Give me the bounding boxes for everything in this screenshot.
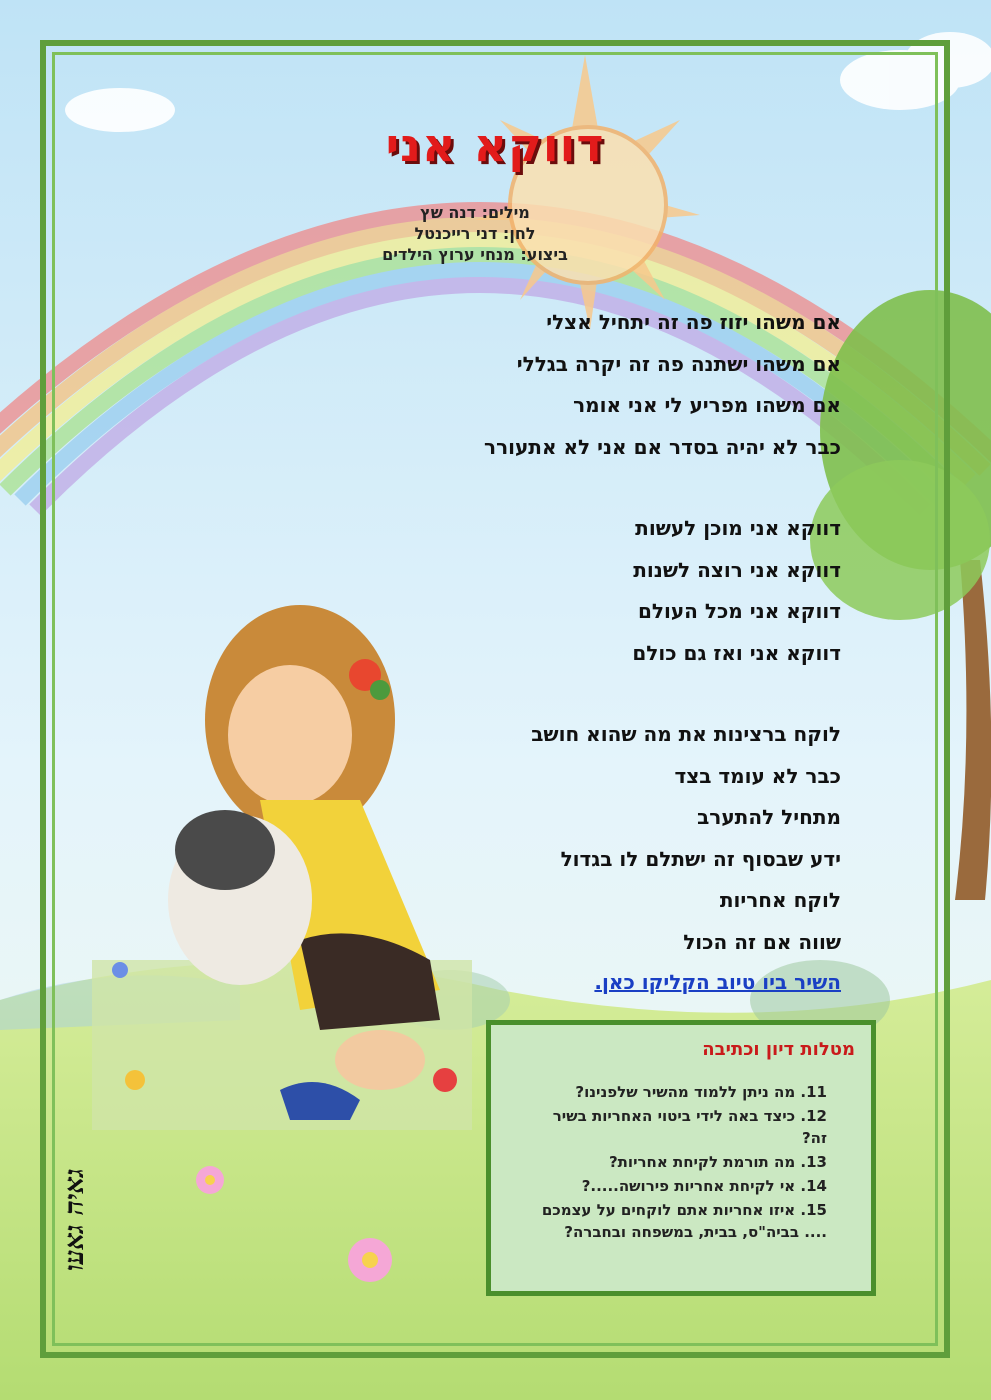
lyric-line: לוקח ברצינות את מה שהוא חושב	[531, 722, 841, 746]
question-number: 13.	[800, 1153, 827, 1171]
question-text: איזו אחריות אתם לוקחים על עצמכם .... בביה"ס, בבית, במשפחה ובחברה?	[541, 1201, 827, 1241]
lyric-line: דווקא אני מכל העולם	[637, 599, 841, 623]
lyric-line: ידע שבסוף זה ישתלם לו בגדול	[560, 846, 841, 871]
page-title: דווקא אני	[385, 118, 605, 172]
song-lyrics	[371, 306, 841, 967]
lyric-line: דווקא אני מוכן לעשות	[635, 516, 841, 540]
lyric-line: לוקח אחריות	[719, 888, 841, 912]
question-item	[527, 1199, 827, 1243]
question-item	[527, 1175, 827, 1197]
lyric-line: אם משהו יזוז פה זה יתחיל אצלי	[546, 310, 841, 334]
question-item	[527, 1081, 827, 1103]
song-credits	[330, 202, 620, 265]
lyric-line: דווקא אני ואז גם כולם	[632, 640, 841, 665]
lyric-line: כבר לא יהיה בסדר אם אני לא אתעורר	[484, 434, 841, 459]
credit-performance: ביצוע: מנחי ערוץ הילדים	[382, 245, 568, 264]
lyric-line: מתחיל להתערב	[697, 805, 841, 829]
lyric-line: כבר לא עומד בצד	[674, 763, 841, 788]
author-signature: גאיה גאעו	[60, 1168, 90, 1272]
credit-words: מילים: דנה שץ	[420, 203, 530, 222]
question-list	[527, 1081, 827, 1245]
verse-gap	[371, 472, 841, 512]
question-number: 11.	[800, 1083, 827, 1101]
question-text: מה תורמת לקיחת אחריות?	[608, 1153, 796, 1171]
lyric-line: דווקא אני רוצה לשנות	[633, 557, 841, 582]
question-item	[527, 1151, 827, 1173]
credit-music: לחן: דני רייכנטל	[414, 224, 536, 243]
question-number: 14.	[800, 1177, 827, 1195]
question-text: מה ניתן ללמוד מהשיר שלפנינו?	[575, 1083, 796, 1101]
lyric-line: אם משהו מפריע לי אני אומר	[573, 393, 841, 417]
lyric-line: שווה אם זה הכול	[683, 929, 841, 954]
question-text: אי לקיחת אחריות פירושה.....?	[581, 1177, 796, 1195]
verse-gap	[371, 678, 841, 718]
question-number: 15.	[800, 1201, 827, 1219]
question-text: כיצד באה לידי ביטוי האחריות בשיר זה?	[552, 1107, 827, 1147]
question-number: 12.	[800, 1107, 827, 1125]
youtube-song-link[interactable]: השיר ביו טיוב הקליקו כאן.	[594, 970, 841, 994]
discussion-box	[486, 1020, 876, 1296]
discussion-title: מטלות דיון וכתיבה	[702, 1039, 855, 1060]
question-item	[527, 1105, 827, 1149]
lyric-line: אם משהו ישתנה פה זה יקרה בגללי	[516, 351, 841, 376]
